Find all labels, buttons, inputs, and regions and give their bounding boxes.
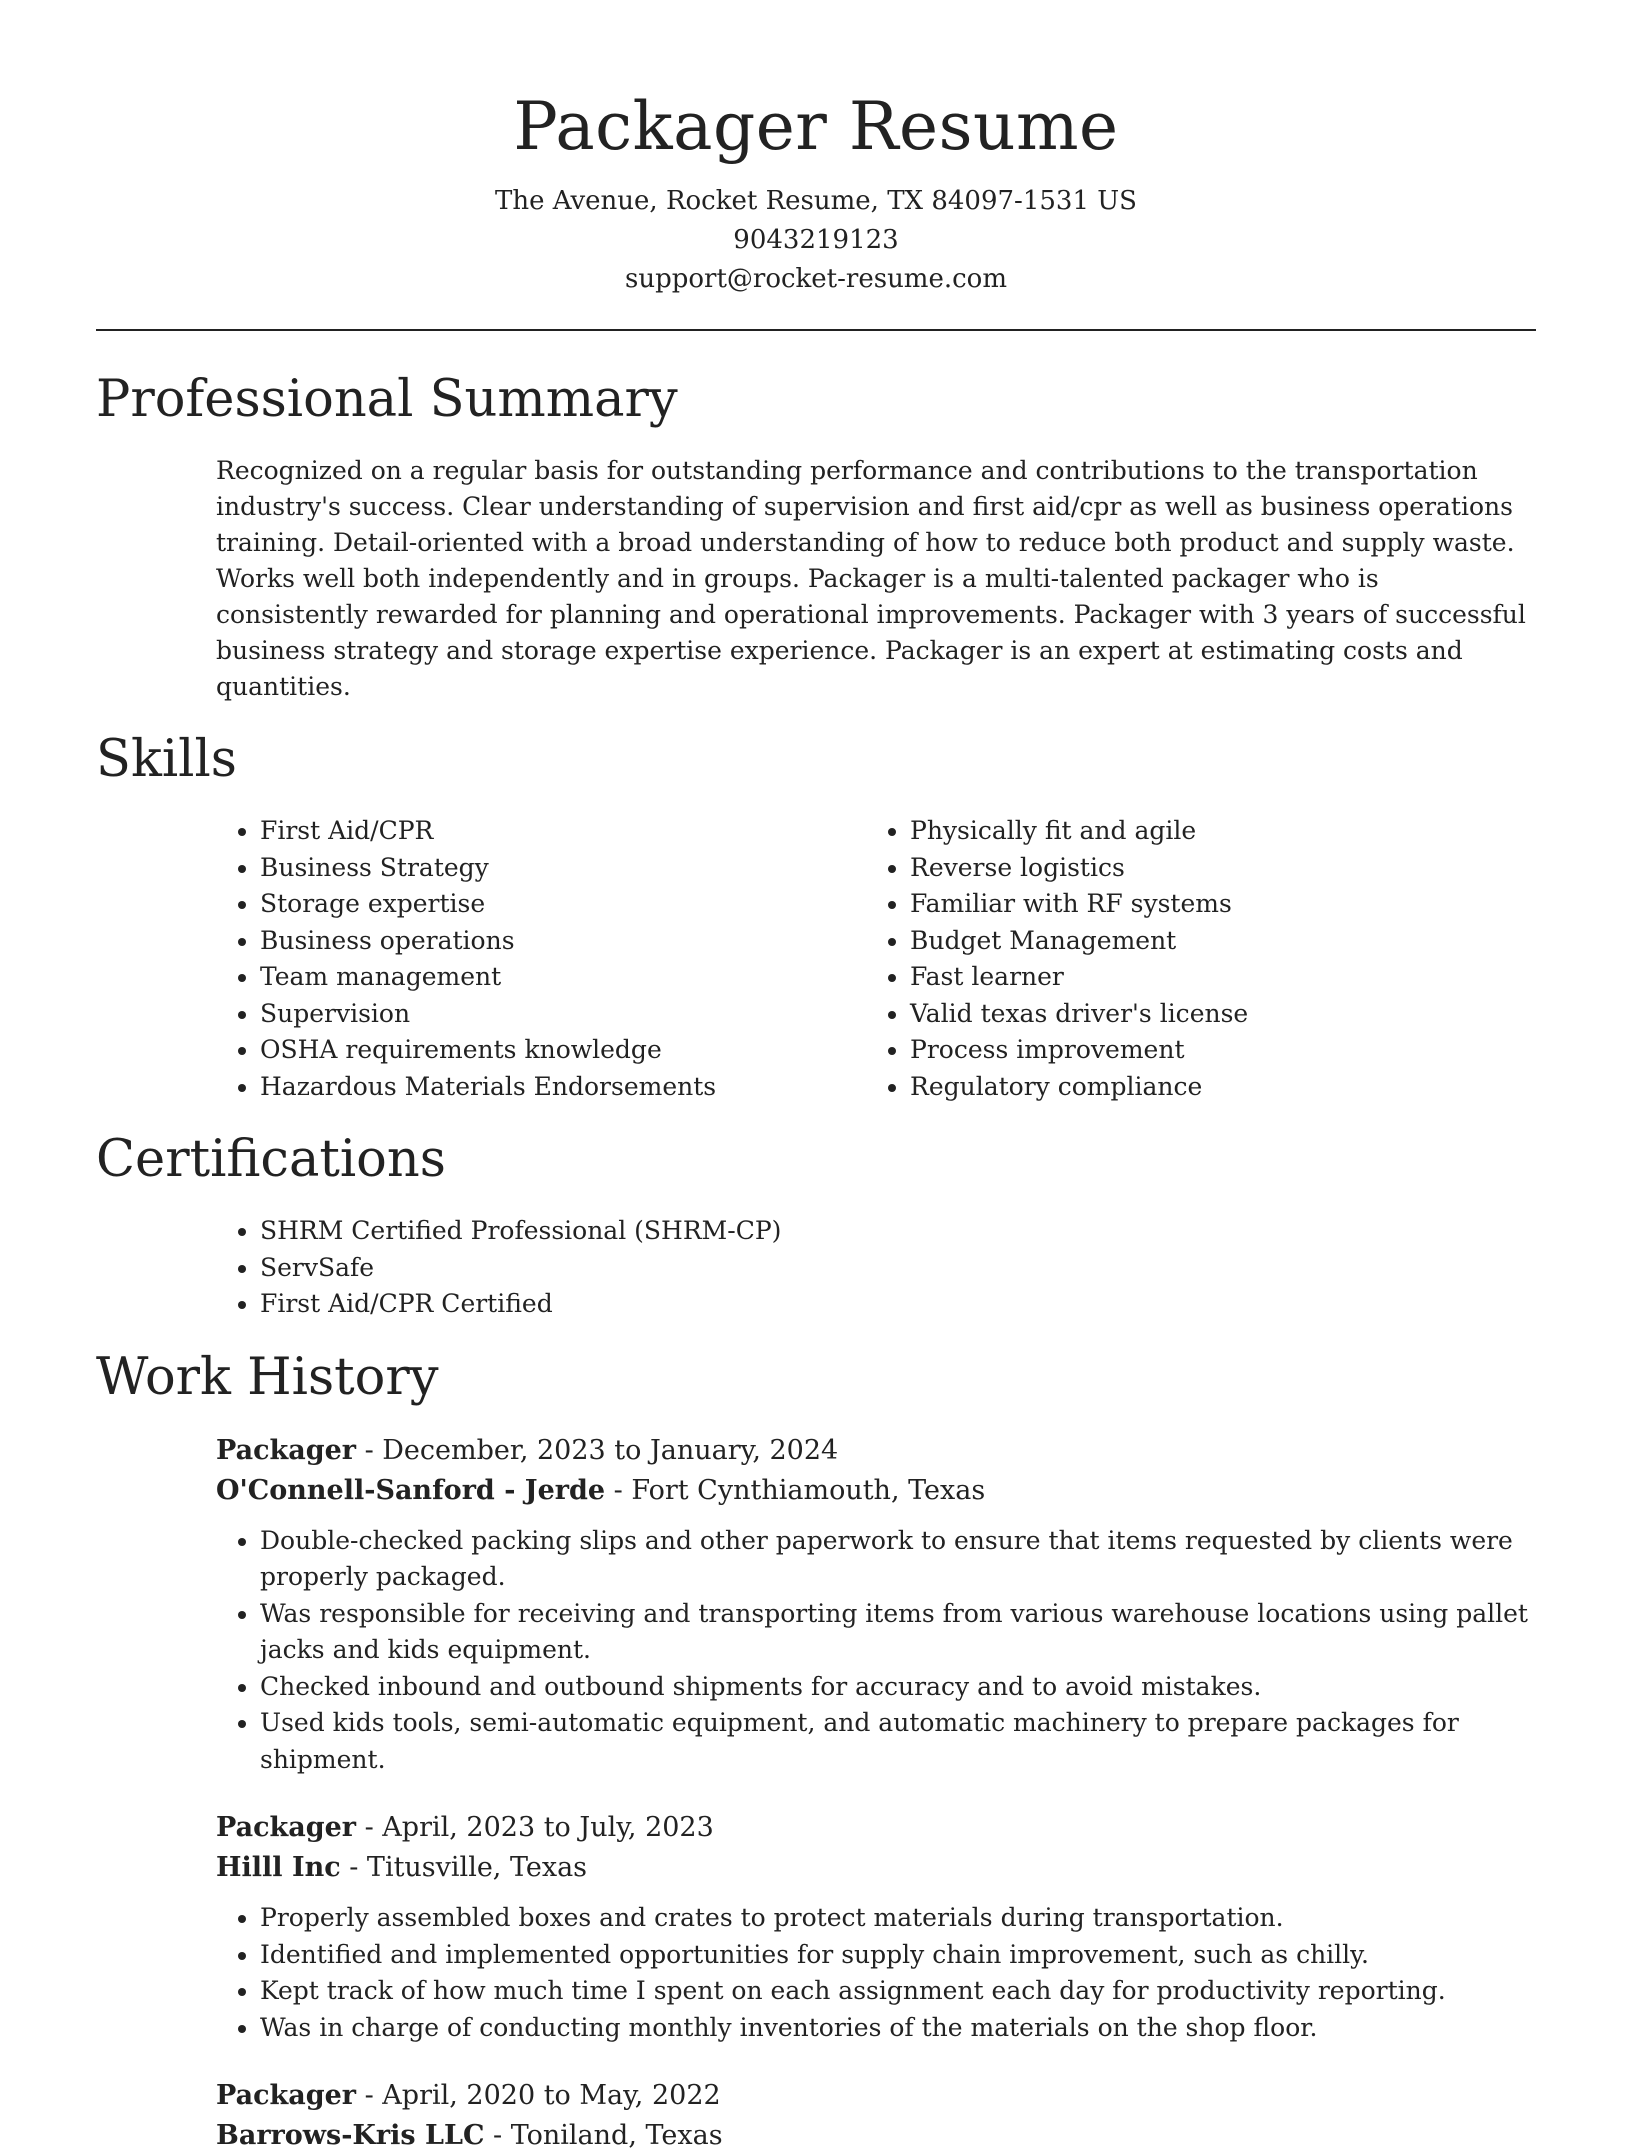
certifications-heading: Certifications — [96, 1129, 1536, 1191]
contact-email: support@rocket-resume.com — [96, 260, 1536, 299]
job-entry — [216, 1808, 1536, 2046]
list-item: • Was responsible for receiving and transporting items from various warehouse locations using pallet jacks and kids equipment. — [260, 1596, 1536, 1669]
job-company: Barrows-Kris LLC — [216, 2120, 484, 2151]
list-item: • Business Strategy — [260, 850, 866, 887]
job-dates: - December, 2023 to January, 2024 — [356, 1435, 838, 1466]
contact-address: The Avenue, Rocket Resume, TX 84097-1531 US — [96, 182, 1536, 221]
header-divider — [96, 329, 1536, 331]
job-company-line — [216, 2116, 1536, 2156]
list-item: • OSHA requirements knowledge — [260, 1032, 866, 1069]
list-item: • Fast learner — [910, 959, 1536, 996]
resume-header — [96, 0, 1536, 299]
work-history-heading: Work History — [96, 1347, 1536, 1409]
job-dates: - April, 2020 to May, 2022 — [356, 2080, 721, 2111]
resume-page — [96, 0, 1536, 2156]
job-title-line — [216, 1808, 1536, 1848]
job-company-line — [216, 1848, 1536, 1888]
list-item: • Regulatory compliance — [910, 1069, 1536, 1106]
list-item: • Checked inbound and outbound shipments for accuracy and to avoid mistakes. — [260, 1669, 1536, 1706]
list-item: • First Aid/CPR Certified — [260, 1286, 1536, 1323]
job-entry — [216, 1431, 1536, 1779]
list-item: • First Aid/CPR — [260, 813, 866, 850]
job-role: Packager — [216, 1435, 356, 1466]
list-item: • ServSafe — [260, 1250, 1536, 1287]
job-location: - Titusville, Texas — [341, 1852, 587, 1883]
summary-text: Recognized on a regular basis for outstanding performance and contributions to the transportation industry's success. Clear understanding of supervision and first aid/cpr as well as business operations training. Detail-oriented with a broad understanding of how to reduce both product and supply waste. Works well both independently and in groups. Packager is a multi-talented packager who is consistently rewarded for planning and operational improvements. Packager with 3 years of successful business strategy and storage expertise experience. Packager is an expert at estimating costs and quantities. — [216, 453, 1536, 705]
job-role: Packager — [216, 2080, 356, 2111]
contact-phone: 9043219123 — [96, 221, 1536, 260]
job-title-line — [216, 1431, 1536, 1471]
list-item: • Supervision — [260, 996, 866, 1033]
job-role: Packager — [216, 1812, 356, 1843]
job-bullets — [216, 1900, 1536, 2046]
certifications-list — [216, 1213, 1536, 1323]
list-item: • Properly assembled boxes and crates to protect materials during transportation. — [260, 1900, 1536, 1937]
skills-list-right — [866, 813, 1536, 1105]
contact-block — [96, 182, 1536, 299]
job-company-line — [216, 1471, 1536, 1511]
skills-columns — [216, 813, 1536, 1105]
job-company: Hilll Inc — [216, 1852, 341, 1883]
list-item: • Used kids tools, semi-automatic equipment, and automatic machinery to prepare packages for shipment. — [260, 1705, 1536, 1778]
resume-title: Packager Resume — [96, 82, 1536, 172]
list-item: • SHRM Certified Professional (SHRM-CP) — [260, 1213, 1536, 1250]
list-item: • Valid texas driver's license — [910, 996, 1536, 1033]
job-bullets — [216, 1523, 1536, 1779]
summary-section — [96, 369, 1536, 705]
list-item: • Familiar with RF systems — [910, 886, 1536, 923]
job-location: - Fort Cynthiamouth, Texas — [605, 1475, 985, 1506]
job-title-line — [216, 2076, 1536, 2116]
list-item: • Double-checked packing slips and other paperwork to ensure that items requested by clients were properly packaged. — [260, 1523, 1536, 1596]
skills-list-left — [216, 813, 866, 1105]
list-item: • Storage expertise — [260, 886, 866, 923]
list-item: • Was in charge of conducting monthly inventories of the materials on the shop floor. — [260, 2010, 1536, 2047]
job-location: - Toniland, Texas — [484, 2120, 722, 2151]
job-dates: - April, 2023 to July, 2023 — [356, 1812, 714, 1843]
work-history-section — [96, 1347, 1536, 2156]
list-item: • Hazardous Materials Endorsements — [260, 1069, 866, 1106]
list-item: • Identified and implemented opportunities for supply chain improvement, such as chilly. — [260, 1937, 1536, 1974]
skills-section — [96, 729, 1536, 1105]
job-entry — [216, 2076, 1536, 2156]
list-item: • Kept track of how much time I spent on each assignment each day for productivity reporting. — [260, 1973, 1536, 2010]
list-item: • Team management — [260, 959, 866, 996]
skills-heading: Skills — [96, 729, 1536, 791]
list-item: • Physically fit and agile — [910, 813, 1536, 850]
summary-heading: Professional Summary — [96, 369, 1536, 431]
list-item: • Process improvement — [910, 1032, 1536, 1069]
list-item: • Reverse logistics — [910, 850, 1536, 887]
list-item: • Budget Management — [910, 923, 1536, 960]
certifications-section — [96, 1129, 1536, 1323]
list-item: • Business operations — [260, 923, 866, 960]
job-company: O'Connell-Sanford - Jerde — [216, 1475, 605, 1506]
